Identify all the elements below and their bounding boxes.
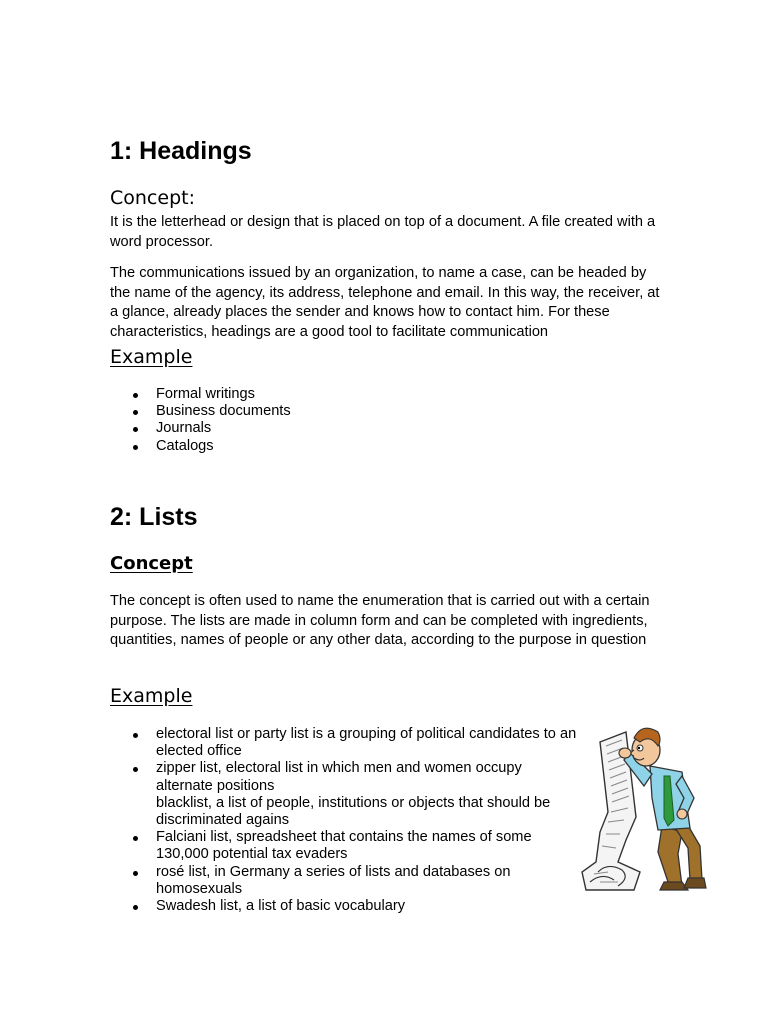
section-1-example-heading: Example (110, 346, 193, 368)
list-item (110, 386, 610, 403)
list-item (110, 438, 610, 455)
list-item-text: Swadesh list, a list of basic vocabulary (156, 898, 406, 915)
list-item-text: Catalogs (156, 437, 214, 454)
section-1-concept-heading: Concept: (110, 187, 195, 209)
list-item (110, 760, 580, 829)
list-item-text: Journals (156, 420, 212, 437)
section-2-example-heading: Example (110, 685, 193, 707)
list-item (110, 829, 580, 863)
section-2-title: 2: Lists (110, 503, 198, 531)
section-2-concept-heading: Concept (110, 553, 193, 574)
list-item-text: rosé list, in Germany a series of lists and databases on homosexuals (156, 863, 511, 897)
list-item (110, 864, 580, 898)
section-1-paragraph-2: The communications issued by an organization, to name a case, can be headed by the name of the agency, its address, telephone and email. In this way, the receiver, at a glance, already places the sender and knows how to contact him. For these characteristics, headings are a good tool to facilitate communication (110, 265, 660, 340)
list-item-text: Falciani list, spreadsheet that contains the names of some 130,000 potential tax evaders (156, 829, 532, 863)
list-item-text: electoral list or party list is a grouping of political candidates to an elected office (156, 726, 577, 760)
section-2-example-list (110, 726, 580, 915)
section-2-paragraph: The concept is often used to name the enumeration that is carried out with a certain purpose. The lists are made in column form and can be completed with ingredients, quantities, names of people or any other data, according to the purpose in question (110, 593, 650, 648)
section-1-paragraph-1: It is the letterhead or design that is placed on top of a document. A file created with a word processor. (110, 214, 656, 250)
list-item-text: Business documents (156, 403, 291, 420)
list-item-text: Formal writings (156, 386, 255, 402)
list-item-continuation: blacklist, a list of people, institutions or objects that should be discriminated agains (156, 794, 551, 829)
section-1-title: 1: Headings (110, 137, 252, 165)
list-item (110, 898, 580, 915)
list-item (110, 726, 580, 760)
man-reading-list-illustration (578, 722, 708, 897)
list-item-text: zipper list, electoral list in which men and women occupy alternate positions (156, 760, 522, 794)
list-item (110, 420, 610, 437)
section-1-example-list (110, 386, 610, 455)
list-item (110, 403, 610, 420)
